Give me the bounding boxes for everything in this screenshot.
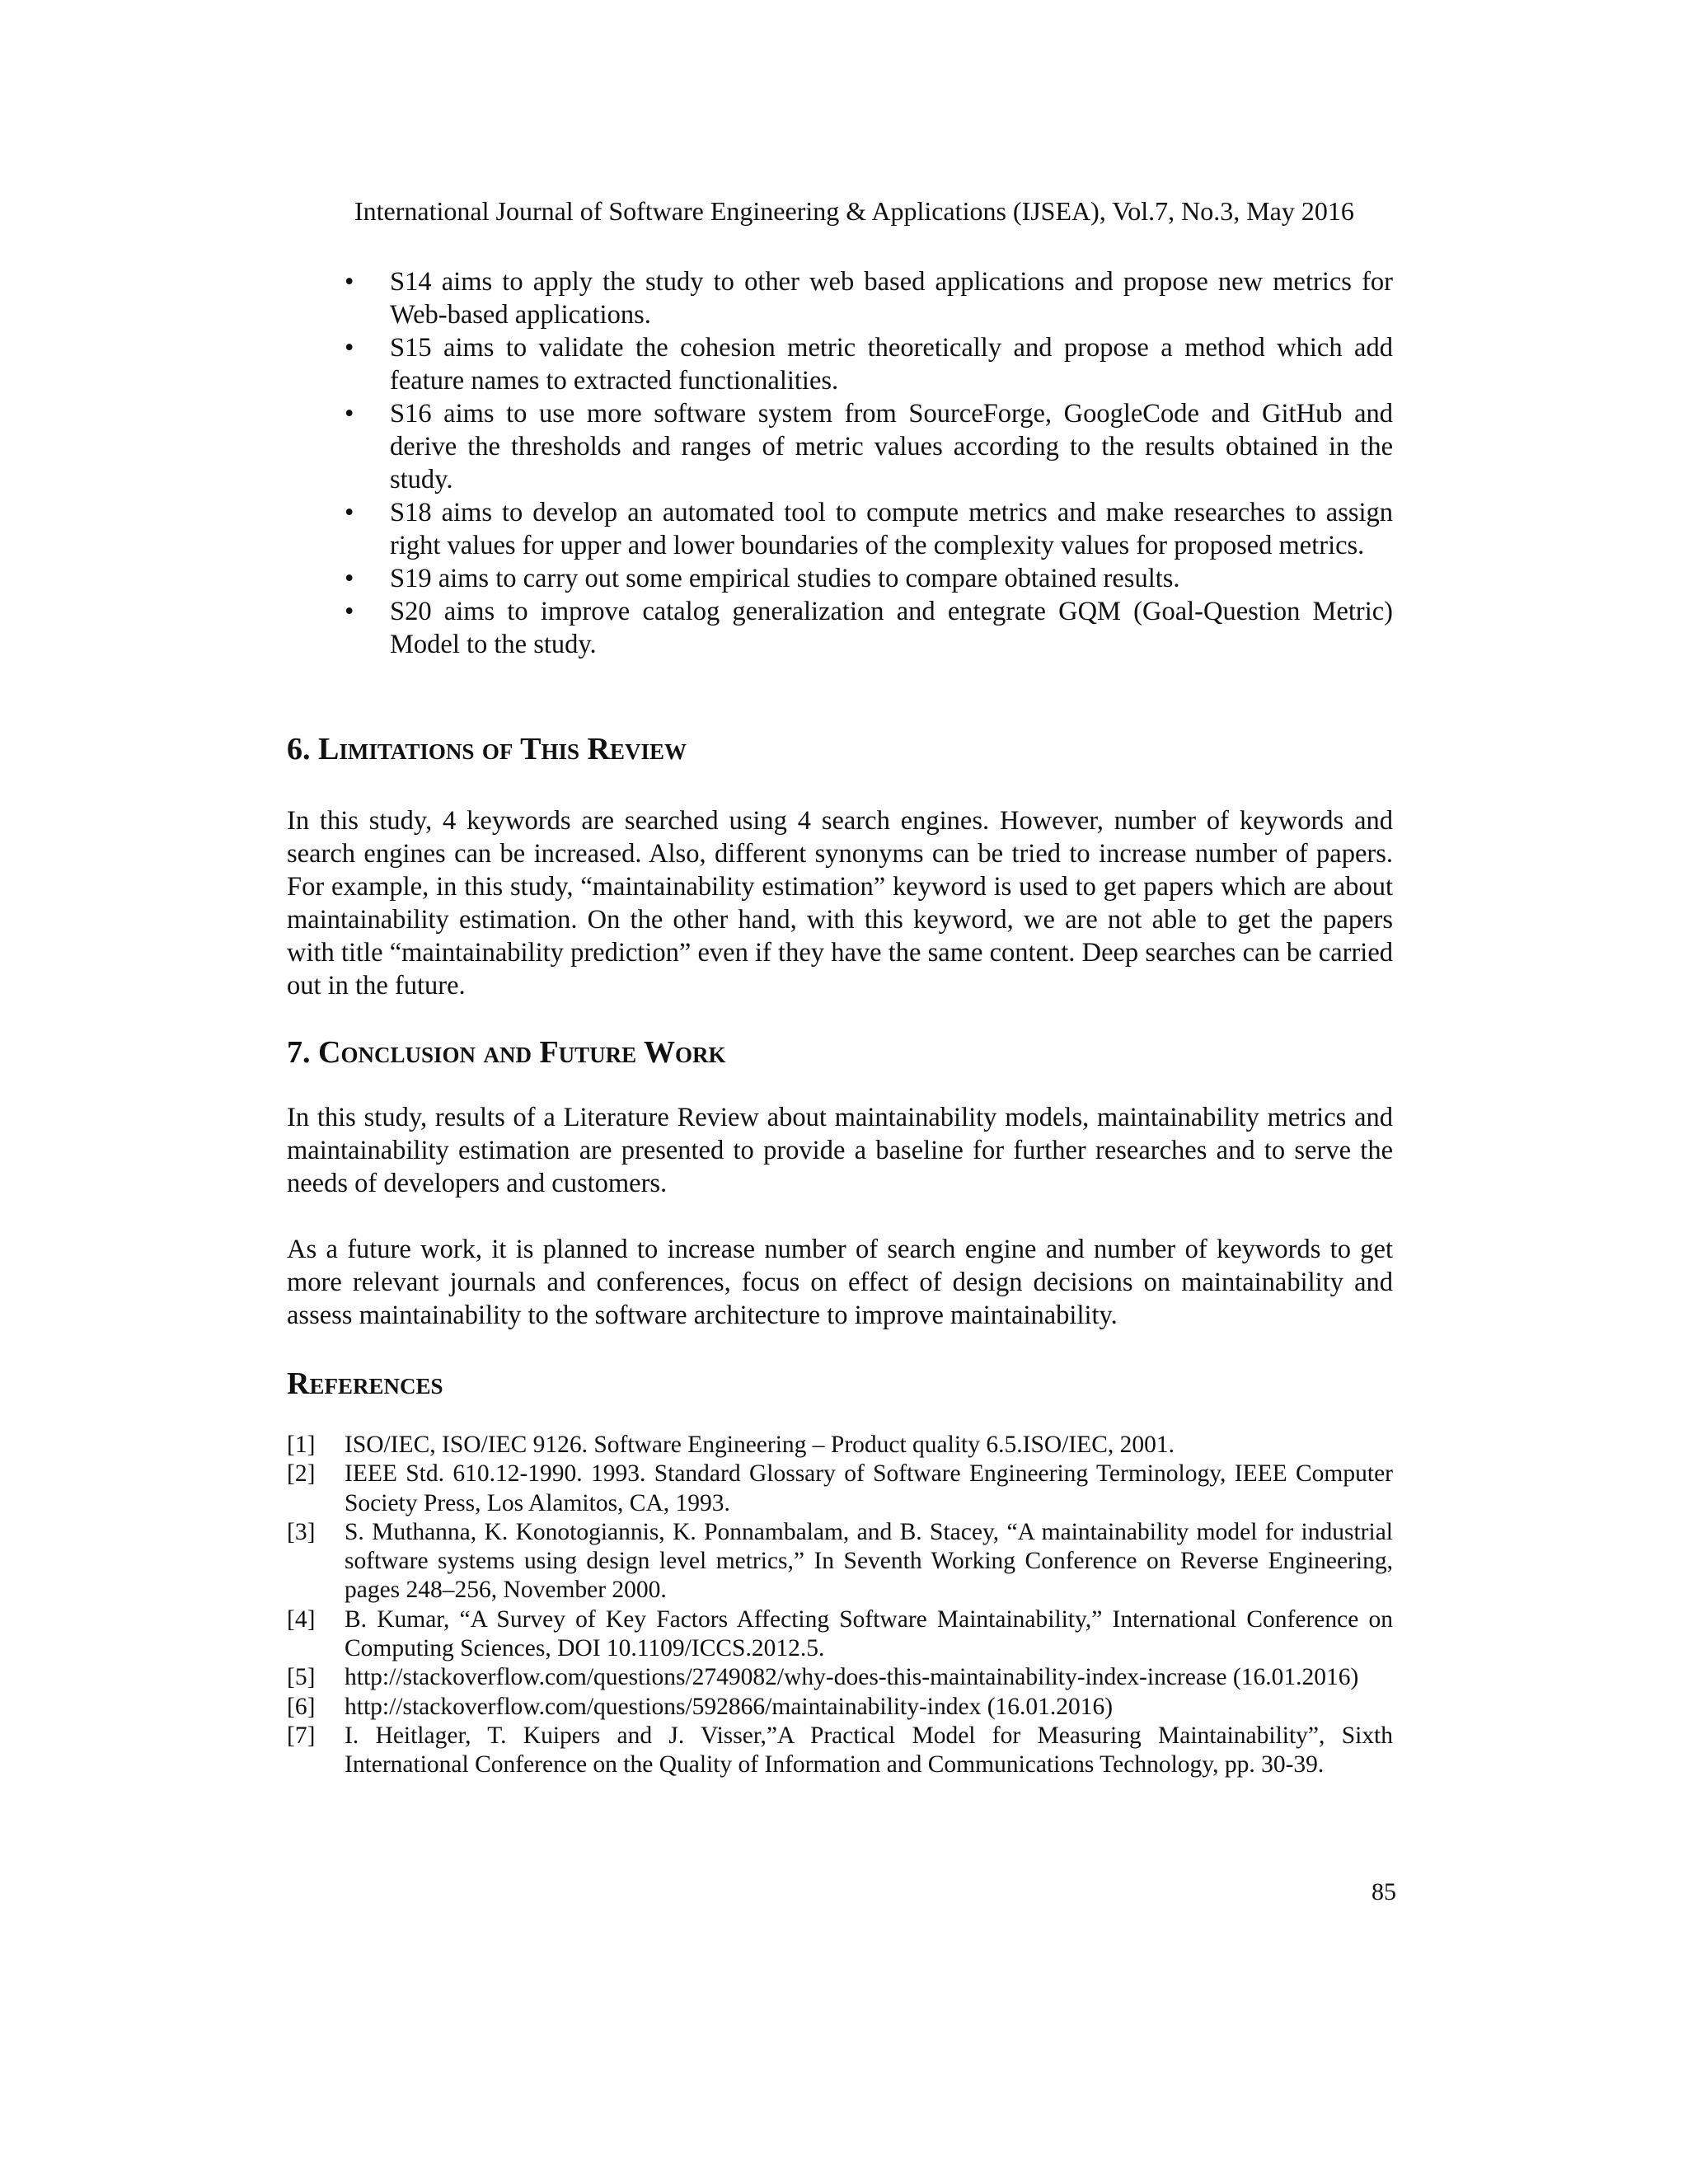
future-work-bullet-list bbox=[338, 265, 1393, 661]
reference-text: I. Heitlager, T. Kuipers and J. Visser,”A Practical Model for Measuring Maintainability”, Sixth International Conference on the Quality of Information and Communications Technology, pp. 30-39. bbox=[345, 1722, 1393, 1779]
bullet-text: S15 aims to validate the cohesion metric theoretically and propose a method which add feature names to extracted functionalities. bbox=[390, 333, 1393, 396]
bullet-icon: • bbox=[345, 564, 354, 593]
bullet-icon: • bbox=[345, 333, 354, 363]
reference-item bbox=[287, 1722, 1393, 1780]
reference-item bbox=[287, 1518, 1393, 1605]
reference-number: [2] bbox=[287, 1460, 316, 1488]
bullet-item bbox=[338, 496, 1393, 562]
bullet-text: S16 aims to use more software system from SourceForge, GoogleCode and GitHub and derive the thresholds and ranges of metric values according to the results obtained in the study. bbox=[390, 399, 1393, 494]
reference-item bbox=[287, 1663, 1393, 1692]
conclusion-paragraph-1: In this study, results of a Literature Review about maintainability models, maintainability metrics and maintainability estimation are presented to provide a baseline for further researches and to serve the needs of developers and customers. bbox=[287, 1103, 1393, 1198]
bullet-item bbox=[338, 562, 1393, 595]
reference-number: [7] bbox=[287, 1722, 316, 1749]
bullet-item bbox=[338, 397, 1393, 496]
reference-number: [3] bbox=[287, 1518, 316, 1545]
section-heading-references: References bbox=[287, 1366, 443, 1401]
reference-text: http://stackoverflow.com/questions/592866/maintainability-index (16.01.2016) bbox=[345, 1693, 1114, 1720]
bullet-text: S14 aims to apply the study to other web based applications and propose new metrics for Web-based applications. bbox=[390, 267, 1393, 330]
reference-list bbox=[287, 1431, 1393, 1780]
bullet-text: S20 aims to improve catalog generalization and entegrate GQM (Goal-Question Metric) Model to the study. bbox=[390, 597, 1393, 659]
reference-item bbox=[287, 1605, 1393, 1664]
reference-number: [6] bbox=[287, 1693, 316, 1720]
reference-number: [5] bbox=[287, 1664, 316, 1691]
reference-number: [1] bbox=[287, 1432, 316, 1458]
bullet-item bbox=[338, 331, 1393, 397]
bullet-text: S18 aims to develop an automated tool to compute metrics and make researches to assign right values for upper and lower boundaries of the complexity values for proposed metrics. bbox=[390, 498, 1393, 560]
bullet-icon: • bbox=[345, 267, 354, 297]
reference-item bbox=[287, 1693, 1393, 1722]
page-number: 85 bbox=[1372, 1878, 1396, 1905]
running-header: International Journal of Software Engineering & Applications (IJSEA), Vol.7, No.3, May 2016 bbox=[354, 196, 1354, 226]
reference-text: ISO/IEC, ISO/IEC 9126. Software Engineering – Product quality 6.5.ISO/IEC, 2001. bbox=[345, 1432, 1175, 1458]
reference-text: IEEE Std. 610.12-1990. 1993. Standard Glossary of Software Engineering Terminology, IEEE Computer Society Press, Los Alamitos, CA, 1993. bbox=[345, 1460, 1393, 1516]
reference-text: S. Muthanna, K. Konotogiannis, K. Ponnambalam, and B. Stacey, “A maintainability model for industrial software systems using design level metrics,” In Seventh Working Conference on Reverse Engineering, pages 248–256, November 2000. bbox=[345, 1518, 1393, 1604]
section-heading-conclusion: 7. Conclusion and Future Work bbox=[287, 1035, 726, 1070]
reference-text: http://stackoverflow.com/questions/2749082/why-does-this-maintainability-index-increase (16.01.2016) bbox=[345, 1664, 1359, 1691]
bullet-item bbox=[338, 595, 1393, 661]
limitations-paragraph: In this study, 4 keywords are searched using 4 search engines. However, number of keywords and search engines can be increased. Also, different synonyms can be tried to increase number of papers. For example, in this study, “maintainability estimation” keyword is used to get papers which are about maintainability estimation. On the other hand, with this keyword, we are not able to get the papers with title “maintainability prediction” even if they have the same content. Deep searches can be carried out in the future. bbox=[287, 806, 1393, 1001]
bullet-icon: • bbox=[345, 399, 354, 429]
conclusion-paragraph-2: As a future work, it is planned to increase number of search engine and number of keywords to get more relevant journals and conferences, focus on effect of design decisions on maintainability and assess maintainability to the software architecture to improve maintainability. bbox=[287, 1235, 1393, 1330]
reference-number: [4] bbox=[287, 1605, 316, 1633]
section-heading-limitations: 6. Limitations of This Review bbox=[287, 732, 687, 766]
bullet-text: S19 aims to carry out some empirical studies to compare obtained results. bbox=[390, 564, 1180, 593]
bullet-icon: • bbox=[345, 597, 354, 626]
bullet-icon: • bbox=[345, 498, 354, 527]
bullet-item bbox=[338, 265, 1393, 331]
reference-item bbox=[287, 1431, 1393, 1460]
reference-item bbox=[287, 1460, 1393, 1518]
reference-text: B. Kumar, “A Survey of Key Factors Affecting Software Maintainability,” International Conference on Computing Sciences, DOI 10.1109/ICCS.2012.5. bbox=[345, 1605, 1393, 1662]
